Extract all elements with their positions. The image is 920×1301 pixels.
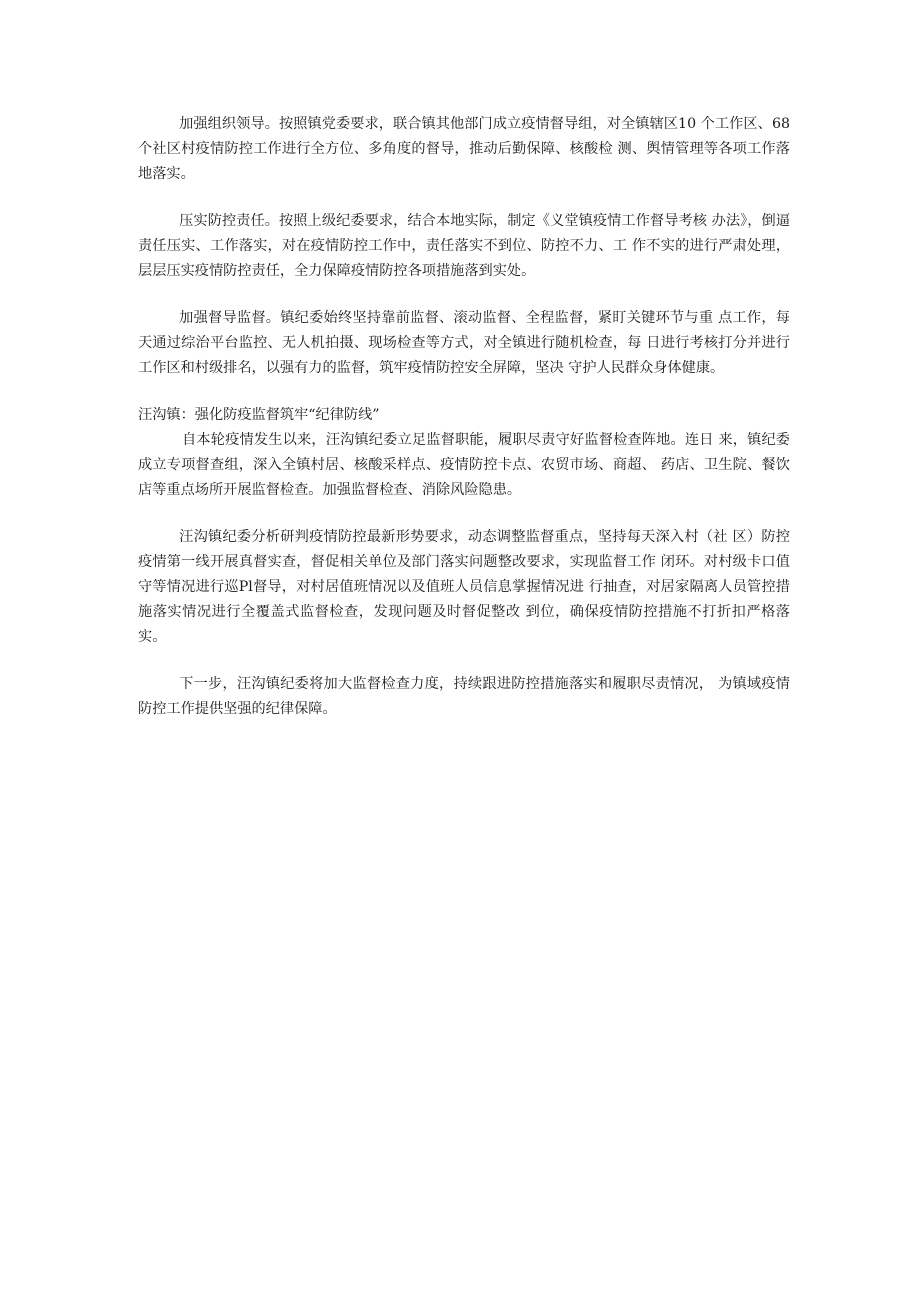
paragraph-wanggou-intro: 自本轮疫情发生以来，汪沟镇纪委立足监督职能，履职尽责守好监督检查阵地。连日 来，镇纪委成立专项督查组，深入全镇村居、核酸采样点、疫情防控卡点、农贸市场、商超、 药店、卫生院、餐饮店等重点场所开展监督检查。加强监督检查、消除风险隐患。: [138, 432, 790, 498]
paragraph-wanggou-next-step: 下一步，汪沟镇纪委将加大监督检查力度，持续跟进防控措施落实和履职尽责情况， 为镇域疫情防控工作提供坚强的纪律保障。: [138, 676, 790, 717]
paragraph-organization-leadership: 加强组织领导。按照镇党委要求，联合镇其他部门成立疫情督导组，对全镇辖区10 个工作区、68个社区村疫情防控工作进行全方位、多角度的督导，推动后勤保障、核酸检 测、舆情管理等各项工作落地落实。: [138, 116, 790, 182]
section-heading: 汪沟镇：强化防疫监督筑牢“纪律防线”: [138, 407, 380, 423]
paragraph-wanggou-analysis: 汪沟镇纪委分析研判疫情防控最新形势要求，动态调整监督重点，坚持每天深入村（社 区）防控疫情第一线开展真督实查，督促相关单位及部门落实问题整改要求，实现监督工作 闭环。对村级卡口值守等情况进行巡Pl督导，对村居值班情况以及值班人员信息掌握情况进 行抽查，对居家隔离人员管控措施落实情况进行全覆盖式监督检查，发现问题及时督促整改 到位，确保疫情防控措施不打折扣严格落实。: [138, 529, 790, 645]
document-body: [138, 112, 790, 744]
paragraph-supervision-guidance: 加强督导监督。镇纪委始终坚持靠前监督、滚动监督、全程监督，紧盯关键环节与重 点工作，每天通过综治平台监控、无人机拍摄、现场检查等方式，对全镇进行随机检查，每 日进行考核打分并进行工作区和村级排名，以强有力的监督，筑牢疫情防控安全屏障，坚决 守护人民群众身体健康。: [138, 310, 790, 376]
paragraph-prevention-responsibility: 压实防控责任。按照上级纪委要求，结合本地实际，制定《义堂镇疫情工作督导考核 办法》，倒逼责任压实、工作落实，对在疫情防控工作中，责任落实不到位、防控不力、工 作不实的进行严肃处理，层层压实疫情防控责任，全力保障疫情防控各项措施落到实处。: [138, 213, 790, 279]
